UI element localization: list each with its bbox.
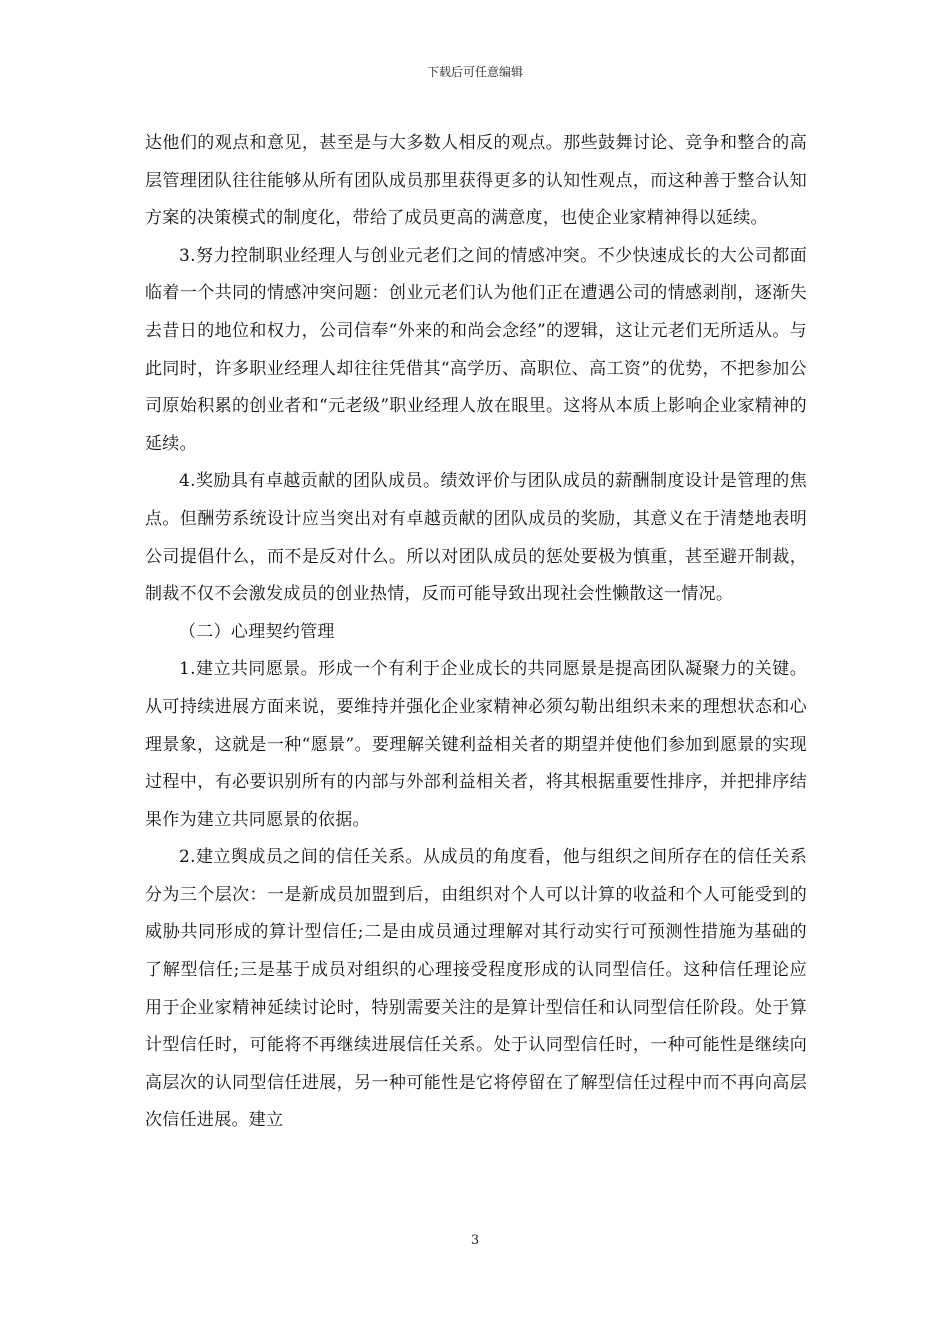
section-heading: （二）心理契约管理 <box>179 621 335 642</box>
paragraph-continuation: 达他们的观点和意见，甚至是与大多数人相反的观点。那些鼓舞讨论、竞争和整合的高层管理团队往往能够从所有团队成员那里获得更多的认知性观点，而这种善于整合认知方案的决策模式的制度化，带给了成员更高的满意度，也使企业家精神得以延续。 <box>145 133 807 229</box>
paragraph-item-3: 3.努力控制职业经理人与创业元老们之间的情感冲突。不少快速成长的大公司都面临着一个共同的情感冲突问题：创业元老们认为他们正在遭遇公司的情感剥削，逐渐失去昔日的地位和权力，公司信奉“外来的和尚会念经”的逻辑，这让元老们无所适从。与此同时，许多职业经理人却往往凭借其“高学历、高职位、高工资”的优势，不把参加公司原始积累的创业者和“元老级”职业经理人放在眼里。这将从本质上影响企业家精神的延续。 <box>145 245 807 454</box>
paragraph-item-4: 4.奖励具有卓越贡献的团队成员。绩效评价与团队成员的薪酬制度设计是管理的焦点。但酬劳系统设计应当突出对有卓越贡献的团队成员的奖励，其意义在于清楚地表明公司提倡什么，而不是反对什么。所以对团队成员的惩处要极为慎重，甚至避开制裁，制裁不仅不会激发成员的创业热情，反而可能导致出现社会性懒散这一情况。 <box>145 471 807 605</box>
page-number: 3 <box>470 1233 480 1248</box>
paragraph-item-2: 2.建立舆成员之间的信任关系。从成员的角度看，他与组织之间所存在的信任关系分为三个层次：一是新成员加盟到后，由组织对个人可以计算的收益和个人可能受到的威胁共同形成的算计型信任;二是由成员通过理解对其行动实行可预测性措施为基础的了解型信任;三是基于成员对组织的心理接受程度形成的认同型信任。这种信任理论应用于企业家精神延续讨论时，特别需要关注的是算计型信任和认同型信任阶段。处于算计型信任时，可能将不再继续进展信任关系。处于认同型信任时，一种可能性是继续向高层次的认同型信任进展，另一种可能性是它将停留在了解型信任过程中而不再向高层次信任进展。建立 <box>145 847 807 1131</box>
paragraph-item-1: 1.建立共同愿景。形成一个有利于企业成长的共同愿景是提高团队凝聚力的关键。从可持续进展方面来说，要维持并强化企业家精神必须勾勒出组织未来的理想状态和心理景象，这就是一种“愿景”。要理解关键利益相关者的期望并使他们参加到愿景的实现过程中，有必要识别所有的内部与外部利益相关者，将其根据重要性排序，并把排序结果作为建立共同愿景的依据。 <box>145 659 807 830</box>
page-header: 下载后可任意编辑 <box>426 65 523 79</box>
document-body <box>145 125 807 1140</box>
